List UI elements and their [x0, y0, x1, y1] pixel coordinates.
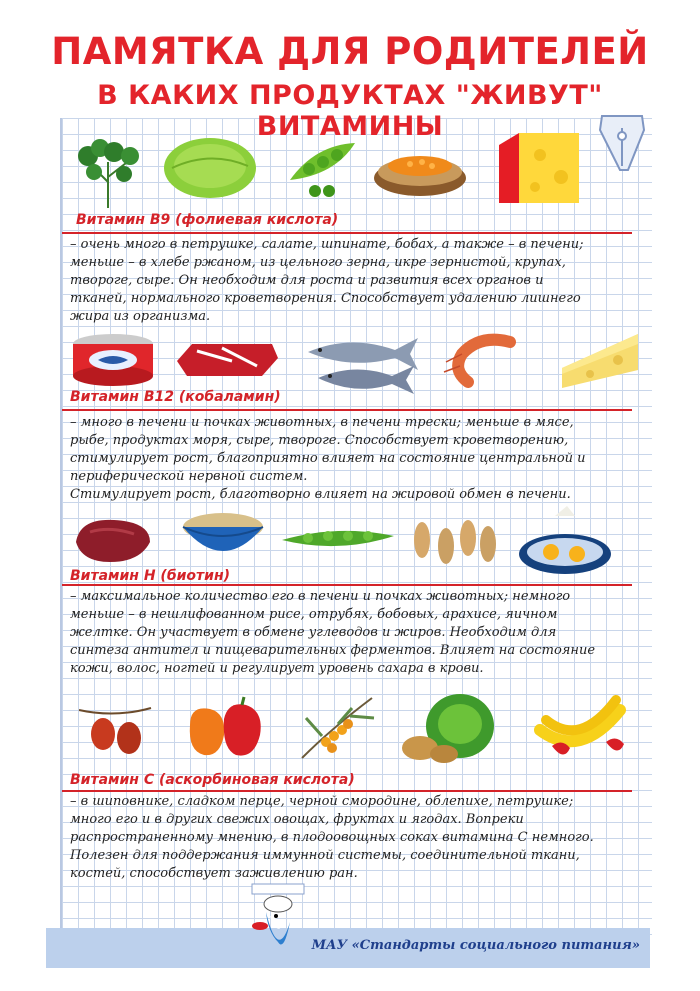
shrimp-image	[440, 332, 520, 392]
pea-pod-image	[285, 135, 360, 200]
sea-buckthorn-image	[292, 688, 382, 768]
text-line: периферической нервной систем.	[70, 469, 308, 484]
text-line: меньше – в хлебе ржаном, из цельного зерна, икре зернистой, крупах,	[70, 255, 566, 270]
text-line: распространенному мнению, в плодоовощных соках витамина С немного.	[70, 830, 594, 845]
fish-image	[300, 330, 420, 400]
fountain-pen-icon	[592, 108, 652, 178]
lettuce-image	[160, 130, 260, 200]
text-line: меньше – в нешлифованном рисе, отрубях, бобовых, арахисе, яичном	[70, 607, 558, 622]
section-divider	[62, 409, 632, 411]
text-line: – максимальное количество его в печени и почках животных; немного	[70, 589, 571, 604]
cheese-block-image	[495, 125, 585, 210]
section-text-h	[70, 588, 615, 678]
text-line: твороге, сыре. Он необходим для роста и развития всех органов и	[70, 273, 544, 288]
section-title-b12: Витамин В12 (кобаламин)	[70, 389, 281, 405]
text-line: – очень много в петрушке, салате, шпинате, бобах, а также – в печени;	[70, 237, 584, 252]
egg-yolk-image	[515, 502, 615, 577]
section-text-b9	[70, 236, 615, 326]
section-divider	[62, 584, 632, 586]
text-line: желтке. Он участвует в обмене углеводов и жиров. Необходим для	[70, 625, 557, 640]
section-divider	[62, 232, 632, 234]
text-line: жира из организма.	[70, 309, 211, 324]
section-text-c	[70, 793, 615, 883]
parsley-image	[68, 132, 148, 210]
section-divider	[62, 790, 632, 792]
section-title-c: Витамин С (аскорбиновая кислота)	[70, 772, 355, 788]
page-subtitle: В КАКИХ ПРОДУКТАХ "ЖИВУТ" ВИТАМИНЫ	[97, 80, 603, 142]
cheese-wedge-image	[560, 330, 640, 390]
text-line: Стимулирует рост, благотворно влияет на жировой обмен в печени.	[70, 487, 571, 502]
section-title-h: Витамин Н (биотин)	[70, 568, 231, 584]
page-title: ПАМЯТКА ДЛЯ РОДИТЕЛЕЙ	[51, 30, 649, 73]
liver-image	[70, 512, 155, 567]
text-line: – много в печени и почках животных, в печени трески; меньше в мясе,	[70, 415, 574, 430]
mascot-logo-icon	[248, 882, 308, 962]
text-line: тканей, нормального кроветворения. Способствует удалению лишнего	[70, 291, 581, 306]
bell-peppers-image	[180, 695, 270, 765]
text-line: рыбе, продуктах моря, сыре, твороге. Способствует кроветворению,	[70, 433, 569, 448]
meat-steak-image	[172, 336, 282, 381]
section-title-b9: Витамин В9 (фолиевая кислота)	[76, 212, 339, 228]
peanuts-image	[408, 512, 498, 572]
text-line: много его и в других свежих овощах, фруктах и ягодах. Вопреки	[70, 812, 524, 827]
bananas-strawberries-image	[530, 690, 630, 765]
text-line: кожи, волос, ногтей и регулирует уровень сахара в крови.	[70, 661, 484, 676]
section-text-b12	[70, 414, 615, 504]
text-line: костей, способствует заживлению ран.	[70, 866, 358, 881]
canned-fish-image	[68, 330, 158, 390]
text-line: синтеза антител и пищеварительных ферментов. Влияет на состояние	[70, 643, 596, 658]
rosehip-image	[75, 700, 155, 760]
text-line: стимулирует рост, благоприятно влияет на состояние центральной и	[70, 451, 586, 466]
green-beans-image	[278, 522, 398, 556]
footer-organization: МАУ «Стандарты социального питания»	[311, 938, 640, 953]
caviar-bread-image	[370, 140, 470, 200]
text-line: Полезен для поддержания иммунной системы, соединительной ткани,	[70, 848, 580, 863]
rice-bowl-image	[178, 505, 268, 565]
lettuce-potatoes-image	[398, 690, 498, 765]
text-line: – в шиповнике, сладком перце, черной смородине, облепихе, петрушке;	[70, 794, 574, 809]
